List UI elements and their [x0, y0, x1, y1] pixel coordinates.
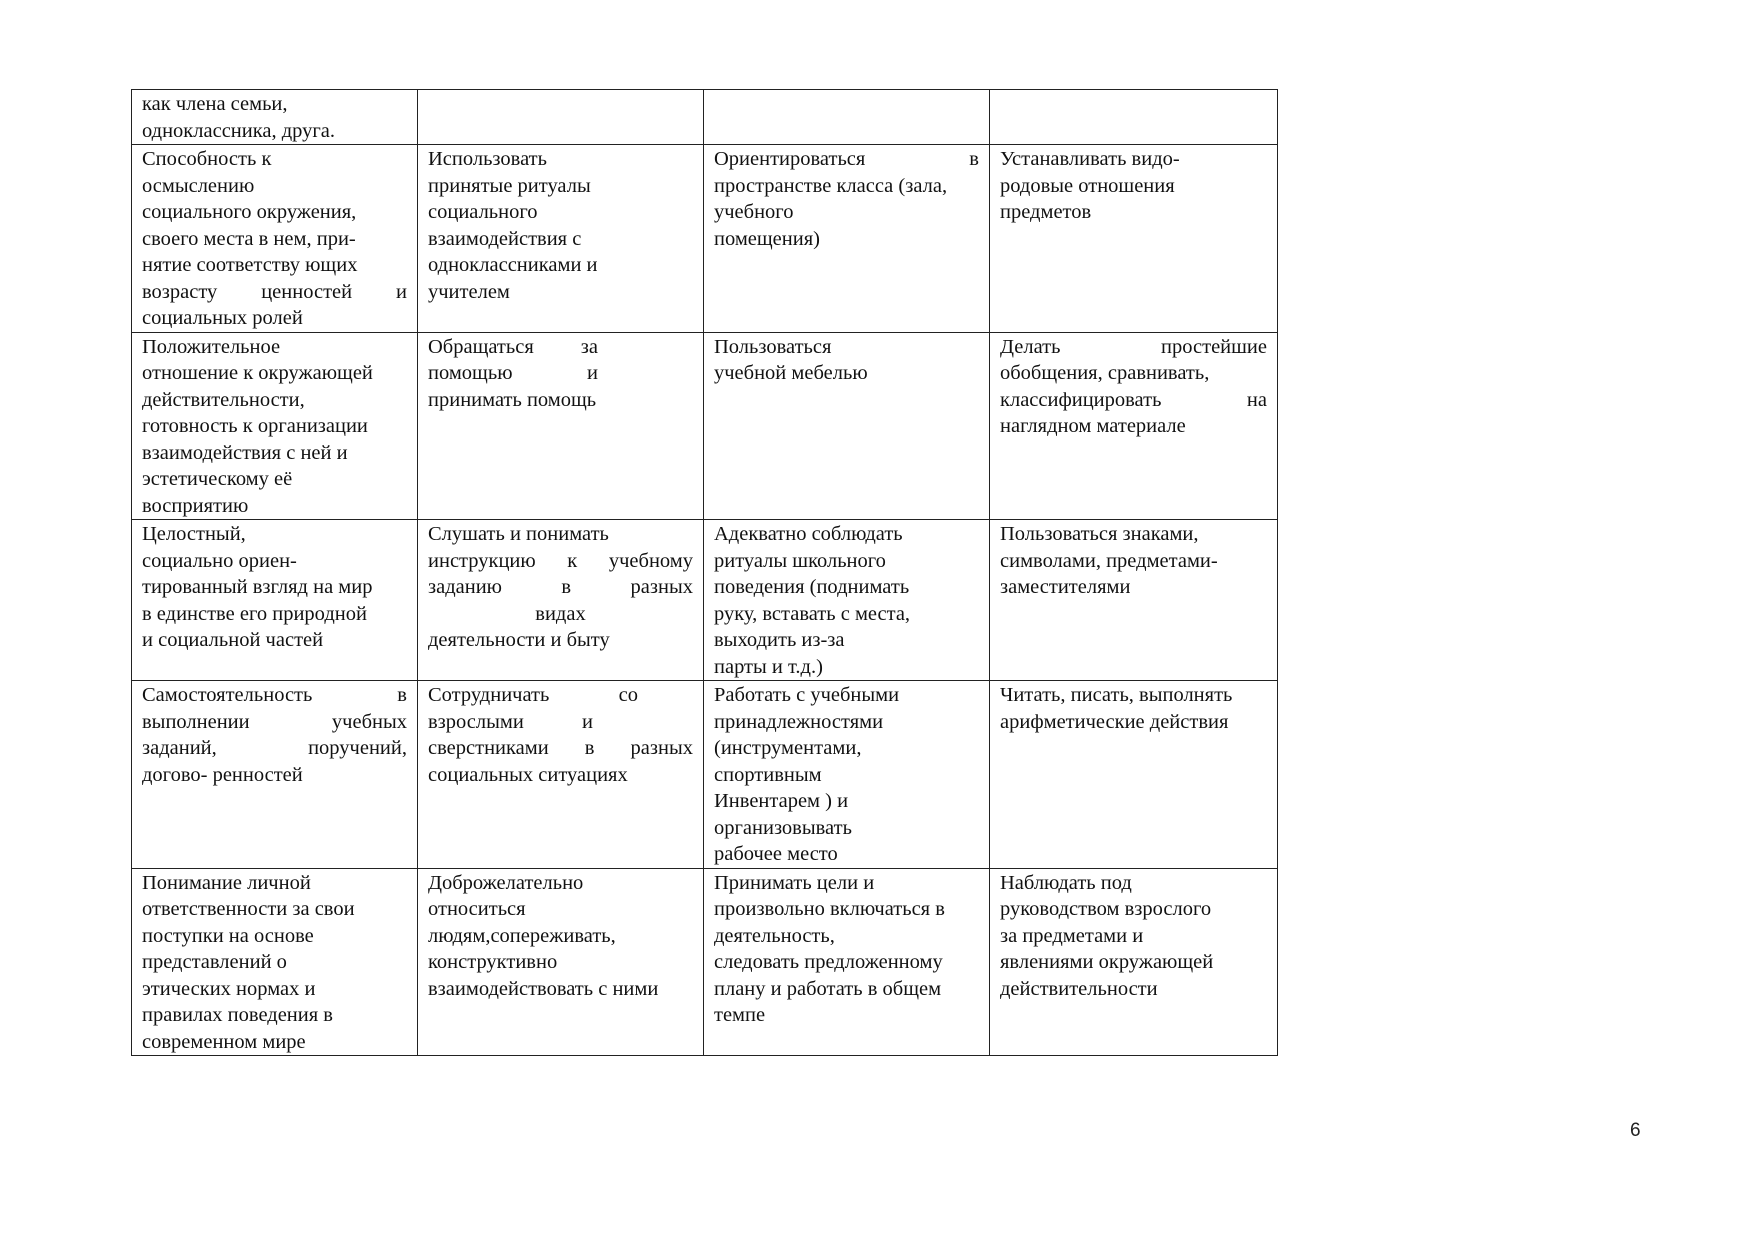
cell-line: осмыслению: [142, 174, 255, 197]
cell-line: отношение к окружающей: [142, 362, 373, 384]
cell-line: одноклассниками и: [428, 254, 598, 276]
cell-line: взаимодействия с ней и: [142, 441, 348, 464]
table-cell: [990, 90, 1278, 145]
cell-line: Инвентарем ) и: [714, 790, 849, 812]
cell-line: принимать помощь: [428, 388, 597, 411]
cell-line: правилах поведения в: [142, 1004, 333, 1026]
cell-line: Положительное: [142, 335, 281, 358]
table-cell: [418, 520, 704, 681]
cell-line: пространстве класса (зала,: [714, 174, 948, 197]
cell-line: выходить из-за: [714, 629, 845, 651]
cell-line: тированный взгляд на мир: [142, 576, 373, 598]
cell-line: принадлежностями: [714, 710, 884, 733]
cell-line: социального окружения,: [142, 201, 357, 223]
table-cell: [418, 332, 704, 520]
table-cell: [418, 681, 704, 869]
table-body: [132, 90, 1278, 1056]
cell-line: возрасту ценностей и: [142, 280, 407, 303]
cell-line: Целостный,: [142, 523, 246, 545]
cell-line: учебной мебелью: [714, 362, 868, 384]
cell-line: действительности: [1000, 977, 1158, 1000]
cell-line: (инструментами,: [714, 737, 862, 759]
cell-line: за предметами и: [1000, 924, 1144, 947]
cell-line: догово- ренностей: [142, 763, 303, 786]
table-cell: [418, 868, 704, 1056]
cell-line: и социальной частей: [142, 629, 324, 651]
cell-line: нятие соответству ющих: [142, 254, 358, 276]
cell-line: Ориентироваться в: [714, 148, 979, 170]
cell-line: поступки на основе: [142, 924, 314, 947]
table-cell: [704, 681, 990, 869]
table-cell: [990, 145, 1278, 333]
cell-line: плану и работать в общем: [714, 977, 942, 1000]
cell-line: социально ориен-: [142, 549, 297, 572]
cell-line: деятельность,: [714, 924, 835, 947]
cell-line: Самостоятельность в: [142, 684, 407, 706]
cell-line: руководством взрослого: [1000, 898, 1212, 920]
cell-line: конструктивно: [428, 951, 558, 973]
cell-line: парты и т.д.): [714, 655, 823, 678]
cell-line: Читать, писать, выполнять: [1000, 684, 1233, 706]
cell-line: в единстве его природной: [142, 602, 367, 625]
cell-line: произвольно включаться в: [714, 898, 945, 920]
cell-line: относиться: [428, 898, 526, 920]
competency-table: [131, 89, 1278, 1056]
cell-line: ответственности за свои: [142, 898, 355, 920]
table-row: [132, 520, 1278, 681]
cell-line: взаимодействия с: [428, 227, 582, 250]
cell-line: следовать предложенному: [714, 951, 943, 973]
cell-line: Принимать цели и: [714, 871, 875, 894]
cell-line: инструкцию к учебному: [428, 549, 693, 572]
cell-line: Пользоваться: [714, 335, 832, 358]
cell-line: Понимание личной: [142, 871, 311, 894]
table-cell: [132, 520, 418, 681]
cell-line: организовывать: [714, 816, 852, 839]
table-cell: [132, 868, 418, 1056]
table-cell: [704, 145, 990, 333]
cell-line: действительности,: [142, 388, 305, 411]
cell-line: сверстниками в разных: [428, 737, 693, 759]
cell-line: современном мире: [142, 1030, 306, 1053]
cell-line: учителем: [428, 280, 510, 303]
cell-line: символами, предметами-: [1000, 549, 1218, 572]
cell-line: поведения (поднимать: [714, 576, 910, 598]
cell-line: социальных ситуациях: [428, 763, 628, 786]
table-cell: [704, 332, 990, 520]
cell-line: представлений о: [142, 951, 287, 973]
cell-line: заданий, поручений,: [142, 737, 407, 759]
cell-line: обобщения, сравнивать,: [1000, 362, 1210, 384]
cell-line: наглядном материале: [1000, 415, 1186, 437]
cell-line: восприятию: [142, 494, 249, 517]
cell-line: людям,сопереживать,: [428, 924, 616, 947]
cell-line: Сотрудничать со: [428, 684, 638, 706]
table-cell: [704, 90, 990, 145]
table-row: [132, 332, 1278, 520]
cell-line: ритуалы школьного: [714, 549, 886, 572]
cell-line: эстетическому её: [142, 468, 293, 490]
cell-line: заданию в разных: [428, 576, 693, 598]
cell-line: Устанавливать видо-: [1000, 148, 1180, 170]
table-cell: [704, 868, 990, 1056]
table-cell: [418, 90, 704, 145]
cell-line: руку, вставать с места,: [714, 602, 911, 625]
cell-line: Слушать и понимать: [428, 523, 609, 545]
table-cell: [990, 868, 1278, 1056]
cell-line: помещения): [714, 227, 820, 250]
cell-line: Использовать: [428, 148, 547, 170]
cell-line: видах: [535, 602, 586, 625]
cell-line: предметов: [1000, 201, 1092, 223]
cell-line: заместителями: [1000, 576, 1131, 598]
cell-line: одноклассника, друга.: [142, 119, 336, 142]
cell-line: спортивным: [714, 763, 822, 786]
table-row: [132, 868, 1278, 1056]
cell-line: помощью и: [428, 362, 598, 384]
cell-line: Работать с учебными: [714, 684, 900, 706]
cell-line: Наблюдать под: [1000, 871, 1132, 894]
cell-line: рабочее место: [714, 843, 838, 865]
cell-line: Пользоваться знаками,: [1000, 523, 1199, 545]
table-cell: [132, 332, 418, 520]
cell-line: Адекватно соблюдать: [714, 523, 903, 545]
cell-line: социальных ролей: [142, 307, 303, 329]
table-cell: [990, 332, 1278, 520]
cell-line: принятые ритуалы: [428, 174, 591, 197]
cell-line: Доброжелательно: [428, 871, 584, 894]
page-number: 6: [1630, 1120, 1641, 1141]
cell-line: арифметические действия: [1000, 710, 1229, 733]
table-cell: [418, 145, 704, 333]
cell-line: своего места в нем, при-: [142, 227, 356, 250]
table-row: [132, 90, 1278, 145]
cell-line: классифицировать на: [1000, 388, 1267, 411]
table-cell: [990, 520, 1278, 681]
cell-line: Способность к: [142, 148, 272, 170]
table-cell: [132, 681, 418, 869]
cell-line: взаимодействовать с ними: [428, 977, 659, 1000]
cell-line: Делать простейшие: [1000, 335, 1267, 358]
cell-line: темпе: [714, 1004, 766, 1026]
cell-line: взрослыми и: [428, 710, 593, 733]
table-row: [132, 681, 1278, 869]
cell-line: учебного: [714, 201, 794, 223]
cell-line: социального: [428, 201, 538, 223]
table-cell: [132, 145, 418, 333]
cell-line: этических нормах и: [142, 977, 316, 1000]
cell-line: готовность к организации: [142, 415, 368, 437]
table-cell: [132, 90, 418, 145]
cell-line: явлениями окружающей: [1000, 951, 1214, 973]
cell-line: Обращаться за: [428, 335, 598, 358]
cell-line: как члена семьи,: [142, 93, 288, 115]
cell-line: выполнении учебных: [142, 710, 407, 733]
cell-line: деятельности и быту: [428, 629, 610, 651]
table-cell: [990, 681, 1278, 869]
cell-line: родовые отношения: [1000, 174, 1175, 197]
table-row: [132, 145, 1278, 333]
table-cell: [704, 520, 990, 681]
